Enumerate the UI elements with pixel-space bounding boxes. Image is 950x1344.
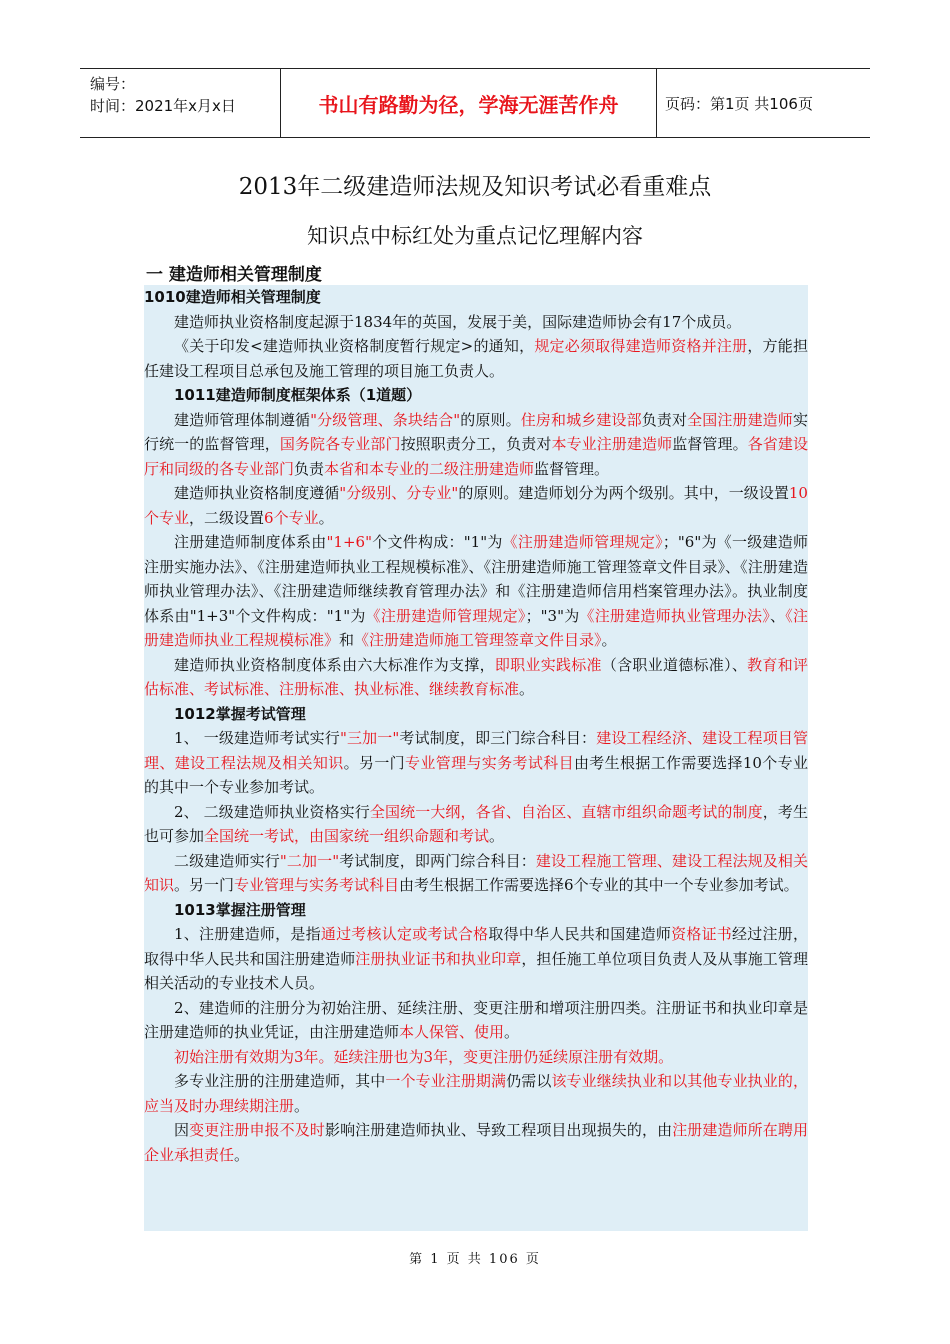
text-run: 2、建造师的注册分为初始注册、延续注册、变更注册和增项注册四类。注册证书和执业印章是注册建造师的执业凭证，由注册建造师 xyxy=(144,998,808,1041)
document-title: 2013年二级建造师法规及知识考试必看重难点 xyxy=(238,174,712,200)
document-subtitle: 知识点中标红处为重点记忆理解内容 xyxy=(307,224,643,248)
key-point-text: 专业管理与实务考试科目 xyxy=(234,876,400,894)
key-point-text: 各省建设厅和同级的各专业部门 xyxy=(144,435,808,478)
key-point-text: 《注册建造师执业管理办法》 xyxy=(579,606,770,625)
text-run: 由考生根据工作需要选择10个专业的其中一个专业参加考试。 xyxy=(144,753,808,796)
key-point-text: 一个专业注册期满 xyxy=(385,1072,507,1090)
text-run: ，二级设置 xyxy=(189,508,265,527)
subsection-heading xyxy=(144,285,808,310)
key-point-text: 全国统一考试，由国家统一组织命题和考试 xyxy=(204,827,490,845)
text-run: 。 xyxy=(601,631,617,649)
motto: 书山有路勤为径，学海无涯苦作舟 xyxy=(281,69,657,137)
text-run: 和 xyxy=(339,631,355,649)
text-run: 按照职责分工，负责对 xyxy=(400,435,552,453)
text-run: 因 xyxy=(174,1121,190,1139)
text-run: 二级建造师实行 xyxy=(174,851,280,870)
text-run: ；"3"为 xyxy=(525,606,580,625)
key-point-text: 《注册建造师执业工程规模标准》 xyxy=(144,606,808,649)
body-paragraph xyxy=(144,996,808,1045)
key-point-text: 《注册建造师管理规定》 xyxy=(502,533,663,551)
key-point-text: 《注册建造师施工管理签章文件目录》 xyxy=(354,631,602,649)
body-paragraph xyxy=(144,1069,808,1118)
key-point-text: 变更注册申报不及时 xyxy=(189,1121,325,1139)
key-point-text: 住房和城乡建设部 xyxy=(520,410,642,429)
key-point-text: 教育和评估标准、考试标准、注册标准、执业标准、继续教育标准 xyxy=(144,655,808,698)
body-paragraph xyxy=(144,334,808,383)
text-run: 注册建造师制度体系由 xyxy=(174,533,327,551)
text-run: 负责对 xyxy=(641,410,688,429)
key-point-text: 专业管理与实务考试科目 xyxy=(405,753,574,772)
text-run: 实行统一的监督管理， xyxy=(144,410,808,453)
text-run: 取得中华人民共和国建造师 xyxy=(488,925,672,943)
text-run: ，担任施工单位项目负责人及从事施工管理相关活动的专业技术人员。 xyxy=(144,949,808,992)
body-paragraph xyxy=(144,849,808,898)
text-run: 监督管理。 xyxy=(534,459,610,478)
text-run: 。 xyxy=(489,827,505,845)
text-run: 。另一门 xyxy=(343,753,406,772)
body-paragraph xyxy=(144,653,808,702)
text-run: 考试制度，即两门综合科目： xyxy=(339,851,536,870)
body-paragraph xyxy=(144,530,808,653)
text-run: 建造师执业资格制度起源于1834年的英国，发展于美，国际建造师协会有17个成员。 xyxy=(174,312,742,331)
text-run: 《关于印发<建造师执业资格制度暂行规定>的通知， xyxy=(174,337,535,355)
key-point-text: 该专业继续执业和以其他专业执业的，应当及时办理续期注册 xyxy=(144,1072,808,1115)
text-run: ，考生也可参加 xyxy=(144,802,808,845)
key-point-text: 6个专业 xyxy=(264,508,319,527)
key-point-text: 注册执业证书和执业印章 xyxy=(355,949,522,968)
key-point-text: 资格证书 xyxy=(671,925,733,943)
text-run: 1013掌握注册管理 xyxy=(174,900,306,919)
text-run: 仍需以 xyxy=(506,1072,552,1090)
text-run: 建造师管理体制遵循 xyxy=(174,410,311,429)
subsection-heading xyxy=(144,898,808,923)
key-point-text: 建设工程施工管理、建设工程法规及相关知识 xyxy=(144,851,808,894)
text-run: 。 xyxy=(504,1023,520,1041)
body-paragraph xyxy=(144,481,808,530)
text-run: 影响注册建造师执业、导致工程项目出现损失的，由 xyxy=(324,1121,673,1139)
header-meta-cell xyxy=(80,69,281,137)
key-point-text: "分级管理、条块结合" xyxy=(310,410,461,429)
key-point-text: "1+6" xyxy=(326,533,372,551)
text-run: 监督管理。 xyxy=(672,435,748,453)
body-paragraph xyxy=(144,310,808,335)
body-paragraph xyxy=(144,800,808,849)
text-run: 、 xyxy=(770,606,786,625)
key-point-text: 全国注册建造师 xyxy=(687,410,793,429)
key-point-text: 建设工程经济、建设工程项目管理、建设工程法规及相关知识 xyxy=(144,729,808,772)
key-point-text: "三加一" xyxy=(339,729,400,747)
text-run: 2、 二级建造师执业资格实行 xyxy=(174,802,370,821)
text-run: 1011建造师制度框架体系（1道题） xyxy=(174,386,422,404)
date-label: 时间：2021年x月x日 xyxy=(90,97,236,115)
subsection-heading xyxy=(144,383,808,408)
text-run: 多专业注册的注册建造师，其中 xyxy=(174,1072,386,1090)
text-run: （含职业道德标准）、 xyxy=(601,655,748,674)
text-run: 1、注册建造师，是指 xyxy=(174,925,321,943)
key-point-text: 《注册建造师管理规定》 xyxy=(365,606,526,625)
key-point-text: 通过考核认定或考试合格 xyxy=(320,925,489,943)
text-run: 1、 一级建造师考试实行 xyxy=(174,729,340,747)
key-point-text: "分级别、分专业" xyxy=(339,484,459,502)
text-run: 由考生根据工作需要选择6个专业的其中一个专业参加考试。 xyxy=(399,876,799,894)
text-run: 的原则。建造师划分为两个级别。其中，一级设置 xyxy=(458,484,789,502)
text-run: 建造师执业资格制度体系由六大标准作为支撑， xyxy=(174,655,495,674)
key-point-text: 本人保管、使用 xyxy=(399,1023,505,1041)
key-point-text: "二加一" xyxy=(279,851,340,870)
key-point-text: 注册建造师所在聘用企业承担责任 xyxy=(144,1121,808,1164)
text-run: 。 xyxy=(294,1096,310,1115)
text-run: ，方能担任建设工程项目总承包及施工管理的项目施工负责人。 xyxy=(144,337,808,380)
key-point-text: 10个专业 xyxy=(144,484,808,527)
section-heading: 一 建造师相关管理制度 xyxy=(146,265,322,285)
text-run: 经过注册，取得中华人民共和国注册建造师 xyxy=(144,925,808,968)
page-info: 页码：第1页 共106页 xyxy=(665,94,813,113)
text-run: 个文件构成："1"为 xyxy=(372,533,503,551)
body-paragraph xyxy=(144,726,808,800)
text-run: 考试制度，即三门综合科目： xyxy=(399,729,597,747)
text-run: 1010建造师相关管理制度 xyxy=(144,288,321,306)
body-paragraph xyxy=(144,922,808,996)
text-run: 。 xyxy=(519,680,535,698)
text-run: 1012掌握考试管理 xyxy=(174,704,306,723)
key-point-text: 本省和本专业的二级注册建造师 xyxy=(324,459,535,478)
key-point-text: 本专业注册建造师 xyxy=(551,435,673,453)
key-point-text: 规定必须取得建造师资格并注册 xyxy=(534,337,748,355)
text-run: ；"6"为《一级建造师注册实施办法》、《注册建造师执业工程规模标准》、《注册建造师施工管理签章文件目录》、《注册建造师执业管理办法》、《注册建造师继续教育管理办法》和《注册建造师信用档案管理办法》。执业制度体系由"1+3"个文件构成："1"为 xyxy=(144,533,808,625)
text-run: 。 xyxy=(234,1145,250,1164)
page-footer: 第 1 页 共 106 页 xyxy=(409,1252,541,1267)
text-run: 负责 xyxy=(294,459,325,478)
header-table xyxy=(80,68,870,138)
body-paragraph xyxy=(144,1045,808,1070)
text-run: 。 xyxy=(318,508,334,527)
body-paragraph xyxy=(144,1118,808,1167)
body-paragraph xyxy=(144,408,808,482)
text-run: 的原则。 xyxy=(460,410,521,429)
content-body xyxy=(144,285,808,1231)
number-label: 编号： xyxy=(90,75,136,93)
key-point-text: 国务院各专业部门 xyxy=(279,435,401,453)
text-run: 建造师执业资格制度遵循 xyxy=(174,484,340,502)
key-point-text: 初始注册有效期为3年。延续注册也为3年，变更注册仍延续原注册有效期。 xyxy=(174,1047,674,1066)
key-point-text: 全国统一大纲，各省、自治区、直辖市组织命题考试的制度 xyxy=(369,802,763,821)
subsection-heading xyxy=(144,702,808,727)
key-point-text: 即职业实践标准 xyxy=(494,655,602,674)
text-run: 。另一门 xyxy=(174,876,235,894)
